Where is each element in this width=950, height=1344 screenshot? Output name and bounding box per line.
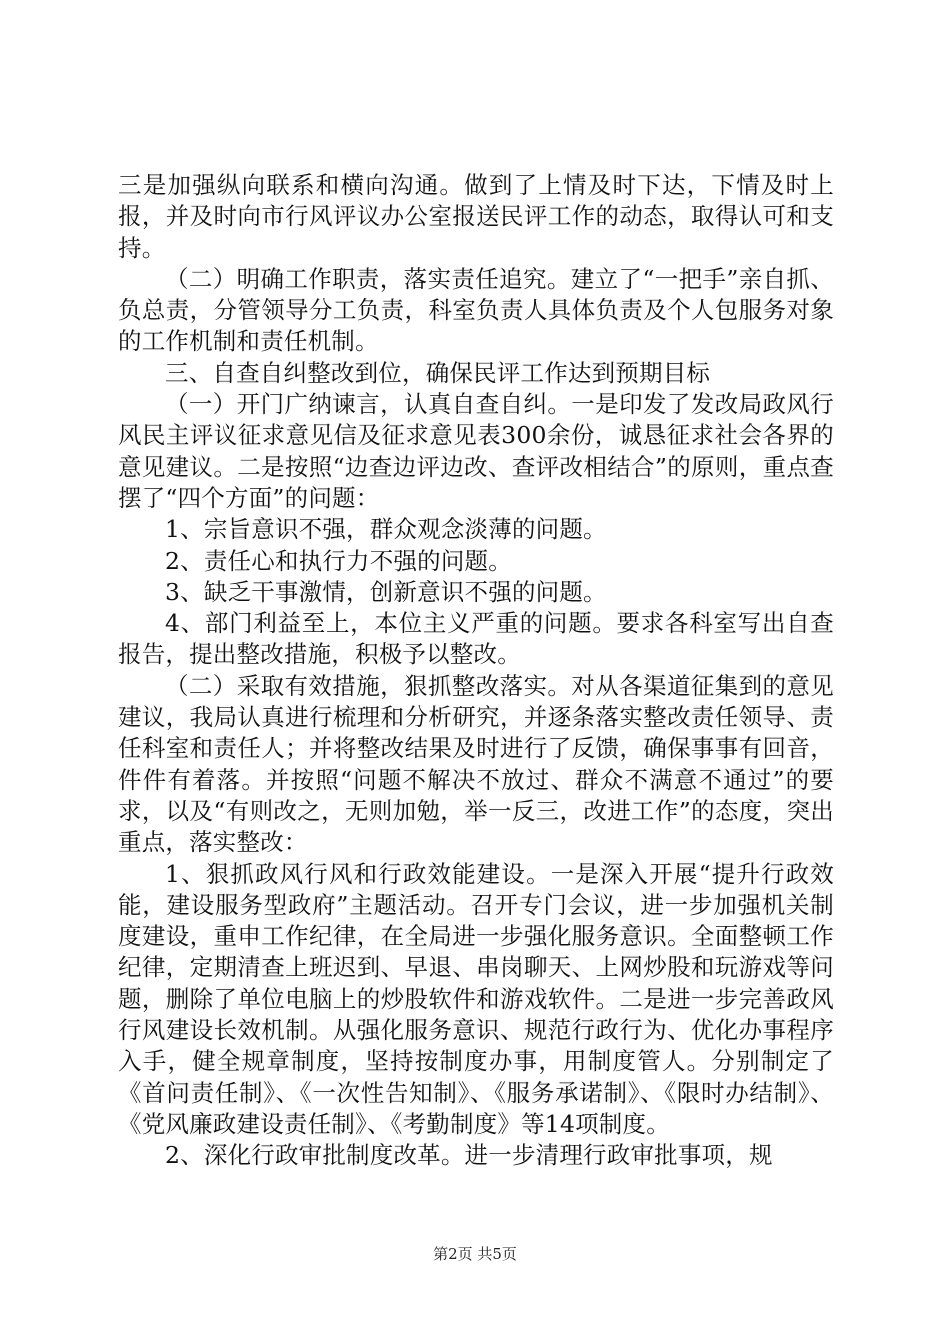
list-item: 1、宗旨意识不强，群众观念淡薄的问题。 [165, 515, 607, 544]
list-item: 1、狠抓政风行风和行政效能建设。一是深入开展“提升行政效能，建设服务型政府”主题活动。召开专门会议，进一步加强机关制度建设，重申工作纪律，在全局进一步强化服务意识。全面整顿工作纪律，定期清查上班迟到、早退、串岗聊天、上网炒股和玩游戏等问题，删除了单位电脑上的炒股软件和游戏软件。二是进一步完善政风行风建设长效机制。从强化服务意识、规范行政行为、优化办事程序入手，健全规章制度，坚持按制度办事，用制度管人。分别制定了《首问责任制》、《一次性告知制》、《服务承诺制》、《限时办结制》、《党风廉政建设责任制》、《考勤制度》等14项制度。 [118, 859, 834, 1138]
paragraph: （一）开门广纳谏言，认真自查自纠。一是印发了发改局政风行风民主评议征求意见信及征求意见表300余份，诚恳征求社会各界的意见建议。二是按照“边查边评边改、查评改相结合”的原则，重点查摆了“四个方面”的问题： [118, 390, 834, 512]
list-item: 4、部门利益至上，本位主义严重的问题。要求各科室写出自查报告，提出整改措施，积极予以整改。 [118, 609, 834, 669]
paragraph: （二）采取有效措施，狠抓整改落实。对从各渠道征集到的意见建议，我局认真进行梳理和分析研究，并逐条落实整改责任领导、责任科室和责任人；并将整改结果及时进行了反馈，确保事事有回音，件件有着落。并按照“问题不解决不放过、群众不满意不通过”的要求，以及“有则改之，无则加勉，举一反三，改进工作”的态度，突出重点，落实整改： [118, 671, 834, 857]
page-footer: 第2页 共5页 [433, 1245, 517, 1263]
section-heading: 三、自查自纠整改到位，确保民评工作达到预期目标 [165, 358, 711, 387]
list-item: 3、缺乏干事激情，创新意识不强的问题。 [165, 577, 607, 606]
list-item: 2、责任心和执行力不强的问题。 [165, 546, 512, 575]
document-body [118, 170, 834, 1172]
paragraph: （二）明确工作职责，落实责任追究。建立了“一把手”亲自抓、负总责，分管领导分工负责，科室负责人具体负责及个人包服务对象的工作机制和责任机制。 [118, 264, 834, 356]
paragraph: 三是加强纵向联系和横向沟通。做到了上情及时下达，下情及时上报，并及时向市行风评议办公室报送民评工作的动态，取得认可和支持。 [118, 171, 834, 262]
list-item: 2、深化行政审批制度改革。进一步清理行政审批事项，规 [165, 1141, 773, 1170]
